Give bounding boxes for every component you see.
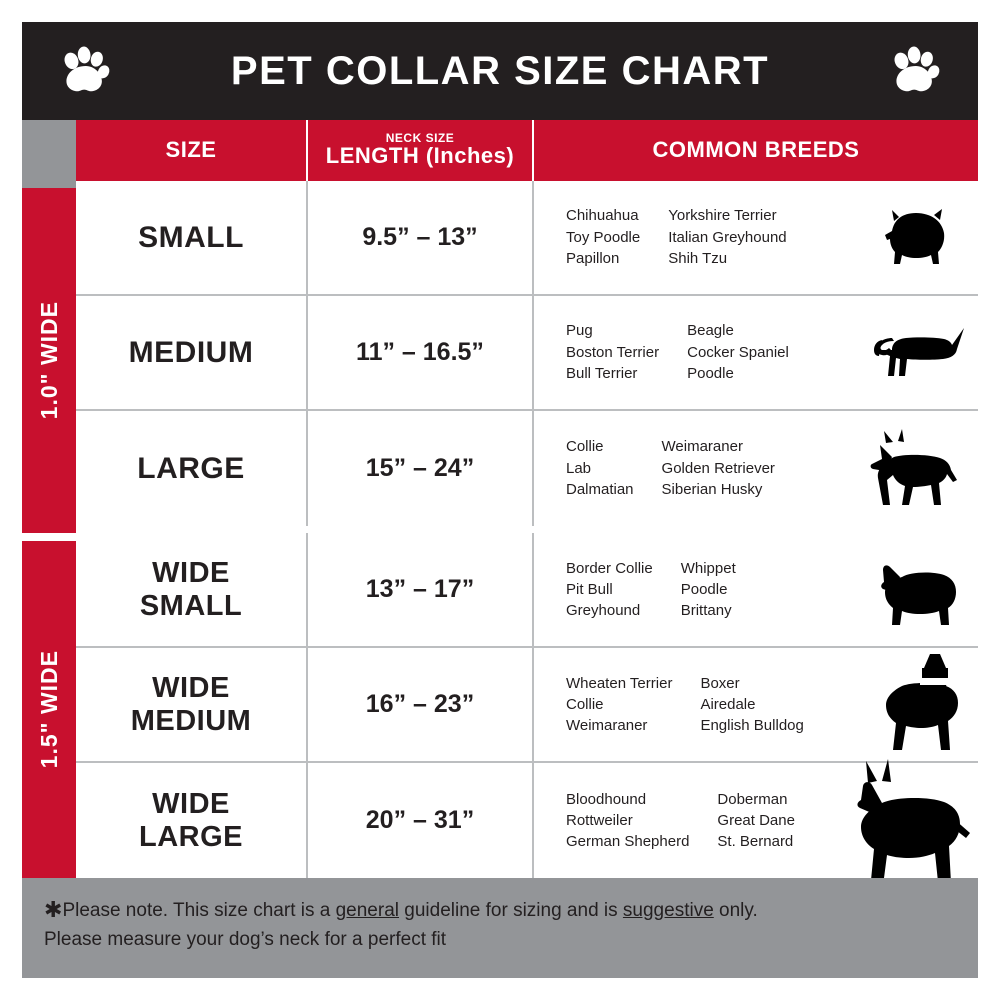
table-row — [76, 763, 978, 878]
breed-item: Toy Poodle — [566, 228, 641, 246]
dachshund-silhouette-icon — [868, 316, 972, 393]
breed-item: Chihuahua — [566, 207, 639, 225]
breed-item: Pit Bull — [566, 580, 613, 598]
breed-item: Airedale — [700, 695, 756, 713]
size-table — [22, 120, 978, 878]
table-row — [76, 181, 978, 296]
cell-size: LARGE — [76, 411, 308, 526]
breed-column-1 — [566, 789, 689, 853]
rail-corner-cell — [22, 120, 76, 188]
column-header-length — [308, 120, 534, 181]
breed-item: Siberian Husky — [661, 480, 763, 498]
cell-length: 20” – 31” — [308, 763, 534, 878]
paw-print-icon — [888, 44, 942, 98]
breed-item: Cocker Spaniel — [687, 343, 789, 361]
breed-column-1 — [566, 436, 634, 500]
column-header-size: SIZE — [76, 120, 308, 181]
cell-length: 13” – 17” — [308, 533, 534, 646]
breed-item: Boston Terrier — [566, 343, 660, 361]
column-header-neck-size: NECK SIZE — [385, 131, 455, 146]
breed-item: St. Bernard — [717, 833, 794, 851]
breed-item: Weimaraner — [566, 717, 648, 735]
footer-line-2: Please measure your dog’s neck for a perfect fit — [44, 928, 447, 950]
table-grid — [76, 120, 978, 878]
shepherd-silhouette-icon — [864, 427, 974, 518]
footer-text-a: Please note. This size chart is a — [62, 900, 336, 921]
breed-item: Golden Retriever — [661, 459, 775, 477]
breed-item: English Bulldog — [700, 717, 804, 735]
breed-item: Dalmatian — [566, 480, 634, 498]
cell-size: SMALL — [76, 181, 308, 294]
footer-text-suggestive: suggestive — [622, 900, 714, 921]
cell-breeds — [534, 763, 978, 878]
footer-note — [22, 878, 978, 978]
breed-column-1 — [566, 558, 653, 622]
cell-length: 11” – 16.5” — [308, 296, 534, 409]
table-row — [76, 411, 978, 526]
cell-size: MEDIUM — [76, 296, 308, 409]
breed-column-2 — [687, 320, 837, 384]
group-1-5-wide — [76, 533, 978, 878]
cell-length: 9.5” – 13” — [308, 181, 534, 294]
breed-item: Weimaraner — [661, 438, 743, 456]
footer-text-b: guideline for sizing and is — [399, 900, 623, 921]
cell-size: WIDE LARGE — [76, 763, 308, 878]
pomeranian-silhouette-icon — [872, 201, 964, 280]
chart-header — [22, 22, 978, 120]
cell-breeds — [534, 648, 978, 761]
breed-item: Lab — [566, 459, 592, 477]
column-header-breeds: COMMON BREEDS — [652, 137, 860, 163]
breed-item: Pug — [566, 322, 593, 340]
breed-item: Wheaten Terrier — [566, 674, 673, 692]
breed-item: Collie — [566, 695, 604, 713]
breed-item: Rottweiler — [566, 811, 633, 829]
breed-column-1 — [566, 205, 640, 269]
rail-label-1-0-wide — [22, 188, 76, 533]
breed-item: Italian Greyhound — [668, 228, 787, 246]
table-header-row — [76, 120, 978, 181]
breed-item: Whippet — [680, 559, 736, 577]
asterisk-icon: ✱ — [44, 897, 63, 922]
breed-item: Doberman — [717, 790, 788, 808]
footer-line-1 — [44, 894, 956, 926]
breed-item: Poodle — [687, 364, 734, 382]
breed-item: Shih Tzu — [668, 249, 728, 267]
breed-item: Bloodhound — [566, 790, 647, 808]
breed-item: Bull Terrier — [566, 364, 638, 382]
cell-length: 15” – 24” — [308, 411, 534, 526]
breed-column-2 — [681, 558, 831, 622]
breed-item: Yorkshire Terrier — [668, 207, 777, 225]
cell-breeds — [534, 533, 978, 646]
paw-print-icon — [58, 44, 112, 98]
breed-column-1 — [566, 673, 672, 737]
cell-size: WIDE MEDIUM — [76, 648, 308, 761]
terrier-silhouette-icon — [868, 652, 972, 761]
breed-item: Beagle — [687, 322, 734, 340]
footer-text-c: only. — [713, 900, 758, 921]
rail-label-text: 1.5" WIDE — [35, 650, 62, 769]
breed-column-2 — [700, 673, 850, 737]
table-row — [76, 533, 978, 648]
breed-item: Boxer — [700, 674, 740, 692]
cell-breeds — [534, 181, 978, 294]
footer-text-general: general — [335, 900, 399, 921]
bulldog-silhouette-icon — [872, 551, 968, 636]
group-divider — [76, 526, 978, 533]
cell-size: WIDE SMALL — [76, 533, 308, 646]
rail-divider — [22, 533, 76, 541]
breed-column-1 — [566, 320, 659, 384]
breed-item: Border Collie — [566, 559, 653, 577]
cell-breeds — [534, 296, 978, 409]
rail-label-1-5-wide — [22, 541, 76, 878]
table-row — [76, 296, 978, 411]
breed-item: Great Dane — [717, 811, 795, 829]
breed-item: Papillon — [566, 249, 620, 267]
cell-length: 16” – 23” — [308, 648, 534, 761]
group-1-0-wide — [76, 181, 978, 526]
column-header-length-label: LENGTH (Inches) — [325, 143, 515, 169]
rail-label-text: 1.0" WIDE — [35, 301, 62, 420]
breed-item: Brittany — [680, 602, 732, 620]
breed-column-2 — [662, 436, 812, 500]
width-rail — [22, 120, 76, 878]
table-row — [76, 648, 978, 763]
cell-breeds — [534, 411, 978, 526]
breed-item: Poodle — [680, 580, 728, 598]
breed-item: German Shepherd — [566, 833, 690, 851]
breed-item: Collie — [566, 438, 604, 456]
breed-item: Greyhound — [566, 602, 641, 620]
page-title: PET COLLAR SIZE CHART — [230, 48, 770, 93]
breed-column-2 — [668, 205, 818, 269]
